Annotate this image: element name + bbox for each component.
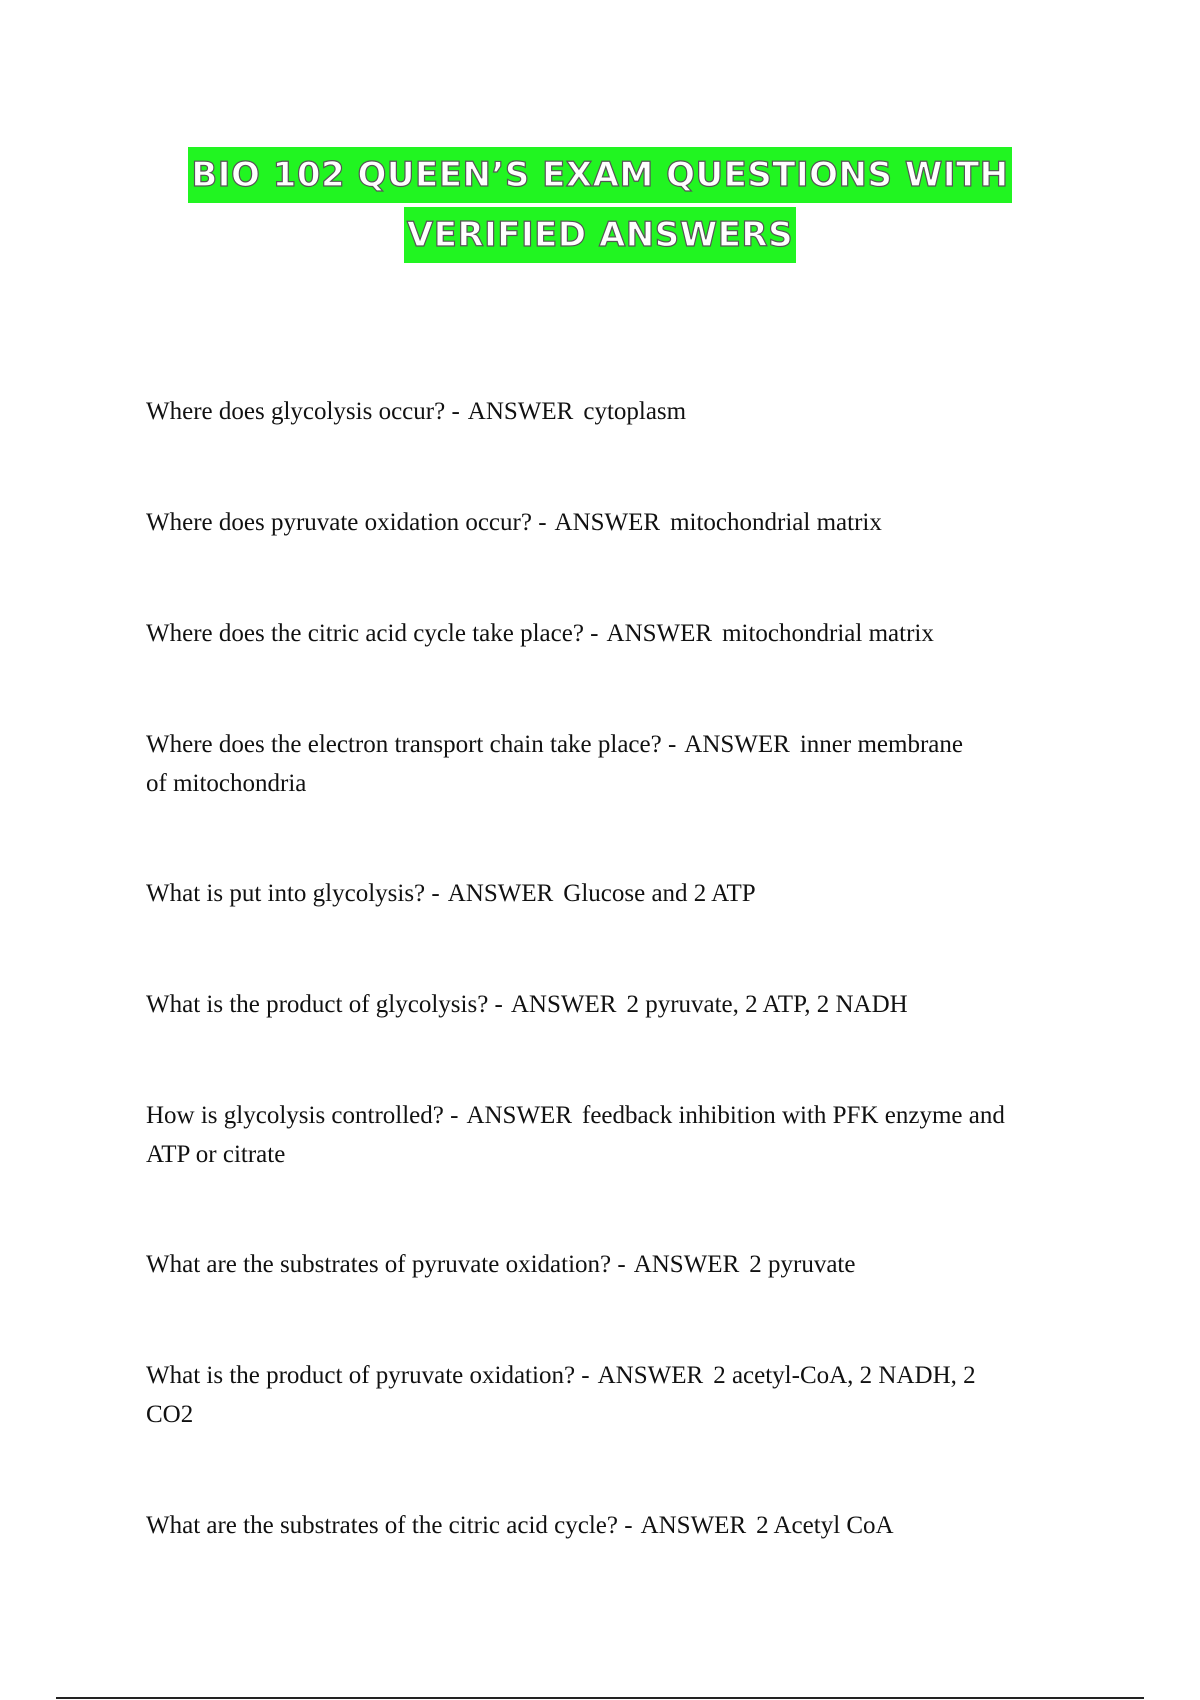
answer-label: ANSWER [597, 1362, 704, 1389]
question: What is the product of glycolysis? - [146, 991, 503, 1018]
question: Where does glycolysis occur? - [146, 398, 460, 425]
answer: inner membrane of mitochondria [146, 731, 963, 797]
answer: mitochondrial matrix [670, 509, 882, 536]
qa-item [146, 1245, 1076, 1284]
answer: 2 pyruvate, 2 ATP, 2 NADH [626, 991, 908, 1018]
question: What is put into glycolysis? - [146, 880, 440, 907]
qa-item [146, 725, 976, 803]
question: Where does the citric acid cycle take place? - [146, 620, 599, 647]
answer-label: ANSWER [640, 1512, 747, 1539]
answer-label: ANSWER [510, 991, 617, 1018]
question: Where does the electron transport chain take place? - [146, 731, 677, 758]
qa-item [146, 503, 1076, 542]
page-bottom-rule [56, 1697, 1144, 1699]
title-line-1: BIO 102 QUEEN’S EXAM QUESTIONS WITH [188, 147, 1011, 203]
answer-label: ANSWER [466, 1102, 573, 1129]
answer: 2 Acetyl CoA [756, 1512, 894, 1539]
answer-label: ANSWER [467, 398, 574, 425]
question: What is the product of pyruvate oxidation? - [146, 1362, 590, 1389]
qa-item [146, 985, 1076, 1024]
qa-item [146, 1096, 1006, 1174]
answer: feedback inhibition with PFK enzyme and ATP or citrate [146, 1102, 1005, 1168]
answer: cytoplasm [583, 398, 687, 425]
question: How is glycolysis controlled? - [146, 1102, 459, 1129]
question: What are the substrates of the citric acid cycle? - [146, 1512, 633, 1539]
answer-label: ANSWER [606, 620, 713, 647]
answer: Glucose and 2 ATP [563, 880, 756, 907]
answer: mitochondrial matrix [722, 620, 934, 647]
answer-label: ANSWER [633, 1251, 740, 1278]
qa-item [146, 1356, 1006, 1434]
question: What are the substrates of pyruvate oxidation? - [146, 1251, 626, 1278]
answer: 2 pyruvate [749, 1251, 856, 1278]
answer: 2 acetyl-CoA, 2 NADH, 2 CO2 [146, 1362, 976, 1428]
title-line-2: VERIFIED ANSWERS [404, 207, 796, 263]
answer-label: ANSWER [554, 509, 661, 536]
answer-label: ANSWER [684, 731, 790, 758]
question: Where does pyruvate oxidation occur? - [146, 509, 547, 536]
document-title [0, 147, 1200, 263]
qa-item [146, 392, 1076, 431]
answer-label: ANSWER [447, 880, 554, 907]
qa-item [146, 614, 1076, 653]
qa-item [146, 1506, 1076, 1545]
qa-item [146, 874, 1076, 913]
